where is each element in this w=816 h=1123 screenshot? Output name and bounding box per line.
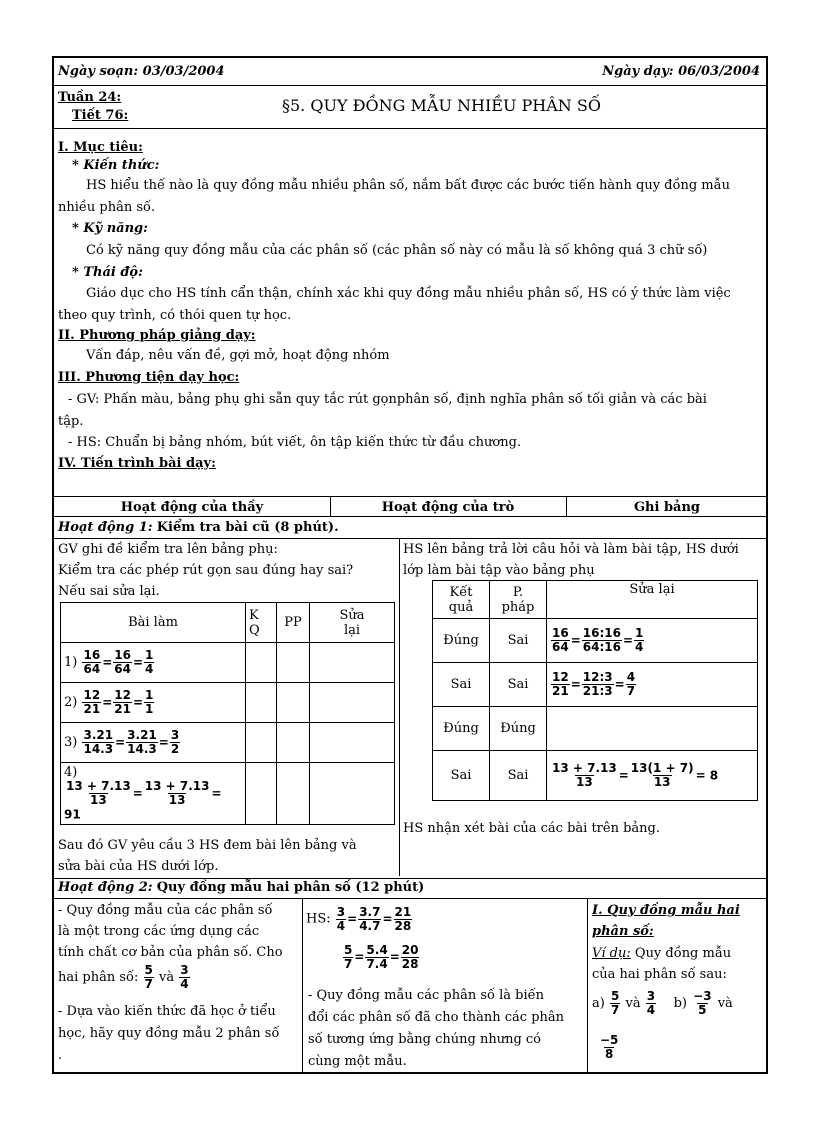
divider [566, 496, 567, 516]
lesson-plan-page [52, 56, 768, 1074]
th-fix: Sửa lại [310, 603, 395, 643]
th-work: Bài làm [61, 603, 246, 643]
a2-teacher-3: tính chất cơ bản của phân số. Cho [58, 945, 283, 960]
knowledge-text: HS hiểu thế nào là quy đồng mẫu nhiều phân số, nắm bất được các bước tiến hành quy đồng mẫu [86, 178, 730, 193]
board-fraction-last: $\frac{-5}{8}$ [600, 1033, 619, 1061]
page-title: §5. QUY ĐỒNG MẪU NHIỀU PHÂN SỐ [282, 96, 601, 115]
materials-hs: - HS: Chuẩn bị bảng nhóm, bút viết, ôn tập kiến thức từ đầu chương. [68, 435, 522, 450]
methods-text: Vấn đáp, nêu vấn đề, gợi mở, hoạt động nhóm [86, 348, 390, 363]
divider [54, 128, 766, 129]
result-cell: Sai [433, 663, 490, 707]
a2-student-eq2: $\frac{5}{7}$ = $\frac{5.4}{7.4}$ = $\frac{20}{28}$ [344, 942, 419, 971]
a2-teacher-7: . [58, 1048, 63, 1063]
table-row [433, 619, 758, 663]
activity2-label: Hoạt động 2: [58, 880, 153, 895]
method-cell: Sai [490, 751, 547, 801]
method-cell: Sai [490, 663, 547, 707]
table-row [61, 643, 395, 683]
th-method: P. pháp [490, 581, 547, 619]
table-row [61, 763, 395, 825]
a1-student-1: HS lên bảng trả lời câu hỏi và làm bài tập, HS dưới [403, 542, 739, 557]
table-row [433, 751, 758, 801]
divider [54, 878, 766, 879]
divider [54, 516, 766, 517]
a1-student-end: HS nhận xét bài của các bài trên bảng. [403, 821, 660, 836]
date-taught: Ngày dạy: 06/03/2004 [602, 64, 760, 79]
activity2-title: Quy đồng mẫu hai phân số (12 phút) [156, 880, 425, 895]
a2-student-eq1: HS: $\frac{3}{4}$ = $\frac{3.7}{4.7}$ = $\frac{21}{28}$ [306, 904, 412, 933]
skills-label: * Kỹ năng: [72, 221, 148, 236]
divider [587, 898, 588, 1074]
a1-teacher-3: Nếu sai sửa lại. [58, 584, 160, 599]
methods-heading: II. Phương pháp giảng dạy: [58, 328, 256, 343]
th-result: Kết quả [433, 581, 490, 619]
work-cell: 2) $\frac{12}{21}$ = $\frac{12}{21}$ = $\frac{1}{1}$ [61, 683, 246, 723]
method-cell: Sai [490, 619, 547, 663]
table-row [433, 663, 758, 707]
divider [54, 898, 766, 899]
a2-student-1: - Quy đồng mẫu các phân số là biến [308, 988, 544, 1003]
result-cell: Đúng [433, 707, 490, 751]
a1-teacher-2: Kiểm tra các phép rút gọn sau đúng hay sai? [58, 563, 354, 578]
col-student: Hoạt động của trò [381, 500, 515, 515]
board-heading-2: phân số: [592, 924, 654, 939]
table-row [61, 683, 395, 723]
board-heading: I. Quy đồng mẫu hai [592, 903, 740, 918]
activity1-label: Hoạt động 1: [58, 520, 153, 535]
knowledge-text-2: nhiều phân số. [58, 200, 156, 215]
a2-teacher-1: - Quy đồng mẫu của các phân số [58, 903, 273, 918]
activity1-title: Kiểm tra bài cũ (8 phút). [156, 520, 339, 535]
correction-cell: $\frac{13 + 7.13}{13}$ = $\frac{13(1 + 7)}{13}$ = 8 [547, 751, 758, 801]
process-heading: IV. Tiến trình bài dạy: [58, 456, 216, 471]
th-correction: Sửa lại [547, 581, 758, 619]
activity2-heading [58, 880, 424, 896]
table-row [433, 707, 758, 751]
board-fractions: a) $\frac{5}{7}$ và $\frac{3}{4}$ b) $\frac{-3}{5}$ và [592, 989, 733, 1017]
answer-table [432, 580, 758, 801]
a1-teacher-1: GV ghi đề kiểm tra lên bảng phụ: [58, 542, 278, 557]
divider [54, 538, 766, 539]
result-cell: Sai [433, 751, 490, 801]
table-row [61, 723, 395, 763]
divider [54, 85, 766, 86]
materials-heading: III. Phương tiện dạy học: [58, 370, 240, 385]
date-prepared: Ngày soạn: 03/03/2004 [58, 64, 225, 79]
objectives-heading: I. Mục tiêu: [58, 140, 143, 155]
method-cell: Đúng [490, 707, 547, 751]
divider [54, 496, 766, 497]
materials-gv: - GV: Phấn màu, bảng phụ ghi sẵn quy tắc rút gọnphân số, định nghĩa phân số tối giản và các bài [68, 392, 707, 407]
a2-teacher-4: hai phân số: $\frac{5}{7}$ và $\frac{3}{4}$ [58, 963, 189, 991]
a2-student-4: cùng một mẫu. [308, 1054, 407, 1069]
col-teacher: Hoạt động của thầy [120, 500, 264, 515]
a1-teacher-after-2: sửa bài của HS dưới lớp. [58, 859, 219, 874]
correction-cell [547, 707, 758, 751]
work-cell: 3) $\frac{3.21}{14.3}$ = $\frac{3.21}{14.3}$ = $\frac{3}{2}$ [61, 723, 246, 763]
th-kq: K Q [246, 603, 277, 643]
result-cell: Đúng [433, 619, 490, 663]
divider [330, 496, 331, 516]
divider [399, 538, 400, 876]
divider [302, 898, 303, 1074]
a2-teacher-5: - Dựa vào kiến thức đã học ở tiểu [58, 1004, 276, 1019]
work-cell: 4) $\frac{13 + 7.13}{13}$ = $\frac{13 + 7.13}{13}$ = 91 [61, 763, 246, 825]
attitude-text: Giáo dục cho HS tính cẩn thận, chính xác khi quy đồng mẫu nhiều phân số, HS có ý thức làm việc [86, 286, 731, 301]
week-label: Tuần 24: [58, 90, 122, 105]
materials-gv-2: tập. [58, 414, 84, 429]
col-board: Ghi bảng [633, 500, 701, 515]
a1-teacher-after-1: Sau đó GV yêu cầu 3 HS đem bài lên bảng và [58, 838, 357, 853]
a2-teacher-6: học, hãy quy đồng mẫu 2 phân số [58, 1026, 280, 1041]
skills-text: Có kỹ năng quy đồng mẫu của các phân số (các phân số này có mẫu là số không quá 3 chữ số) [86, 243, 708, 258]
check-table [60, 602, 395, 825]
a2-student-3: số tương ứng bằng chúng nhưng có [308, 1032, 542, 1047]
a2-student-2: đổi các phân số đã cho thành các phân [308, 1010, 565, 1025]
correction-cell: $\frac{16}{64}$ = $\frac{16:16}{64:16}$ = $\frac{1}{4}$ [547, 619, 758, 663]
board-example-2: của hai phân số sau: [592, 967, 727, 982]
attitude-text-2: theo quy trình, có thói quen tự học. [58, 308, 292, 323]
correction-cell: $\frac{12}{21}$ = $\frac{12:3}{21:3}$ = $\frac{4}{7}$ [547, 663, 758, 707]
board-example: Ví dụ: Quy đồng mẫu [592, 946, 732, 961]
work-cell: 1) $\frac{16}{64}$ = $\frac{16}{64}$ = $\frac{1}{4}$ [61, 643, 246, 683]
attitude-label: * Thái độ: [72, 265, 143, 280]
th-pp: PP [277, 603, 310, 643]
period-label: Tiết 76: [72, 108, 129, 123]
activity1-heading [58, 520, 339, 536]
a1-student-2: lớp làm bài tập vào bảng phụ [403, 563, 595, 578]
a2-teacher-2: là một trong các ứng dụng các [58, 924, 260, 939]
knowledge-label: * Kiến thức: [72, 158, 160, 173]
